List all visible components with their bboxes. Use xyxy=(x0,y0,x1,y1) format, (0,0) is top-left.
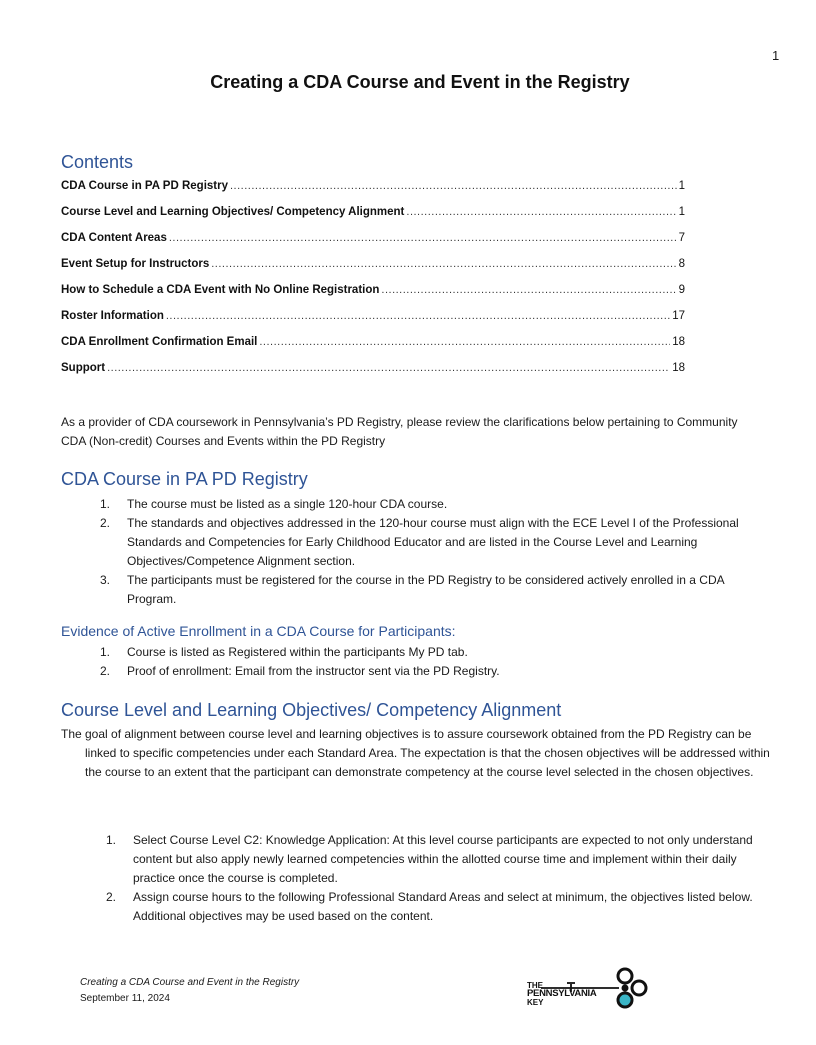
toc-entry-course-level[interactable] xyxy=(61,204,685,230)
toc-entry-title: CDA Course in PA PD Registry xyxy=(61,180,228,192)
toc-leader xyxy=(230,178,677,194)
list-number: 3. xyxy=(100,573,111,587)
toc-entry-page: 17 xyxy=(672,310,685,322)
list-text: Assign course hours to the following Professional Standard Areas and select at minimum, the objectives listed below. Additional objectives may be used based on the content. xyxy=(133,890,753,923)
toc-entry-support[interactable] xyxy=(61,360,685,386)
toc-entry-event-setup[interactable] xyxy=(61,256,685,282)
toc-entry-page: 7 xyxy=(678,232,685,244)
list-text: The standards and objectives addressed in the 120-hour course must align with the ECE Level I of the Professional Standards and Competencies for Early Childhood Educator and are listed in the Course Level and Learning Objectives/Competence Alignment section. xyxy=(127,516,739,568)
list-text: Course is listed as Registered within the participants My PD tab. xyxy=(127,645,468,659)
list-number: 1. xyxy=(106,833,117,847)
list-item xyxy=(100,571,776,609)
intro-paragraph: As a provider of CDA coursework in Pennsylvania’s PD Registry, please review the clarifications below pertaining to Community CDA (Non-credit) Courses and Events within the PD Registry xyxy=(61,415,738,448)
toc-entry-title: Support xyxy=(61,362,106,374)
toc-entry-cda-course[interactable] xyxy=(61,178,685,204)
toc-heading: Contents xyxy=(61,152,134,172)
logo-text-pennsylvania: PENNSYLVANIA xyxy=(527,988,597,999)
document-title: Creating a CDA Course and Event in the Registry xyxy=(210,72,630,92)
footer-title: Creating a CDA Course and Event in the Registry xyxy=(80,977,300,988)
key-icon xyxy=(527,967,652,1009)
toc-entry-title: CDA Enrollment Confirmation Email xyxy=(61,336,258,348)
list-number: 1. xyxy=(100,645,111,659)
toc-leader xyxy=(169,230,677,246)
toc-entry-content-areas[interactable] xyxy=(61,230,685,256)
list-number: 2. xyxy=(100,516,111,530)
table-of-contents xyxy=(61,178,685,386)
section-heading-course-level: Course Level and Learning Objectives/ Competency Alignment xyxy=(61,700,562,720)
toc-leader xyxy=(406,204,676,220)
cda-course-requirements-list xyxy=(100,495,776,609)
list-item xyxy=(100,495,776,514)
list-item xyxy=(106,831,762,888)
toc-entry-page: 18 xyxy=(672,336,685,348)
toc-leader xyxy=(211,256,676,272)
footer-date: September 11, 2024 xyxy=(80,993,170,1004)
logo-text-key: KEY xyxy=(527,998,544,1007)
toc-leader xyxy=(381,282,676,298)
list-text: The course must be listed as a single 120-hour CDA course. xyxy=(127,497,448,511)
list-text: The participants must be registered for the course in the PD Registry to be considered actively enrolled in a CDA Program. xyxy=(127,573,724,606)
list-number: 2. xyxy=(106,890,117,904)
toc-entry-page: 1 xyxy=(678,180,685,192)
toc-leader xyxy=(166,308,670,324)
toc-leader xyxy=(107,360,670,376)
toc-entry-page: 9 xyxy=(678,284,685,296)
toc-entry-roster[interactable] xyxy=(61,308,685,334)
list-item xyxy=(100,662,776,681)
toc-entry-page: 18 xyxy=(672,362,685,374)
toc-entry-page: 1 xyxy=(678,206,685,218)
list-item xyxy=(100,643,776,662)
alignment-paragraph: The goal of alignment between course level and learning objectives is to assure coursework obtained from the PD Registry can be linked to specific competencies under each Standard Area. The expectation is that the chosen objectives will be addressed within the course to an extent that the participant can demonstrate competency at the course level selected in the chosen objectives. xyxy=(61,727,770,779)
list-text: Proof of enrollment: Email from the instructor sent via the PD Registry. xyxy=(127,664,500,678)
toc-entry-page: 8 xyxy=(678,258,685,270)
toc-entry-title: Roster Information xyxy=(61,310,164,322)
toc-entry-title: CDA Content Areas xyxy=(61,232,167,244)
page-number: 1 xyxy=(772,48,780,63)
list-number: 1. xyxy=(100,497,111,511)
evidence-enrollment-list xyxy=(100,643,776,681)
toc-entry-schedule-event[interactable] xyxy=(61,282,685,308)
toc-entry-enrollment-email[interactable] xyxy=(61,334,685,360)
list-item xyxy=(106,888,762,926)
subheading-evidence-enrollment: Evidence of Active Enrollment in a CDA Course for Participants: xyxy=(61,623,456,639)
course-level-steps-list xyxy=(106,831,762,926)
toc-leader xyxy=(259,334,670,350)
toc-entry-title: Event Setup for Instructors xyxy=(61,258,210,270)
toc-entry-title: How to Schedule a CDA Event with No Online Registration xyxy=(61,284,380,296)
pennsylvania-key-logo xyxy=(527,967,652,1009)
toc-entry-title: Course Level and Learning Objectives/ Competency Alignment xyxy=(61,206,405,218)
list-text: Select Course Level C2: Knowledge Application: At this level course participants are expected to not only understand content but also apply newly learned competencies within the allotted course time and implement within their daily practice once the course is completed. xyxy=(133,833,753,885)
logo-text-the: THE xyxy=(527,981,543,990)
list-number: 2. xyxy=(100,664,111,678)
list-item xyxy=(100,514,776,571)
section-heading-cda-course: CDA Course in PA PD Registry xyxy=(61,469,308,489)
